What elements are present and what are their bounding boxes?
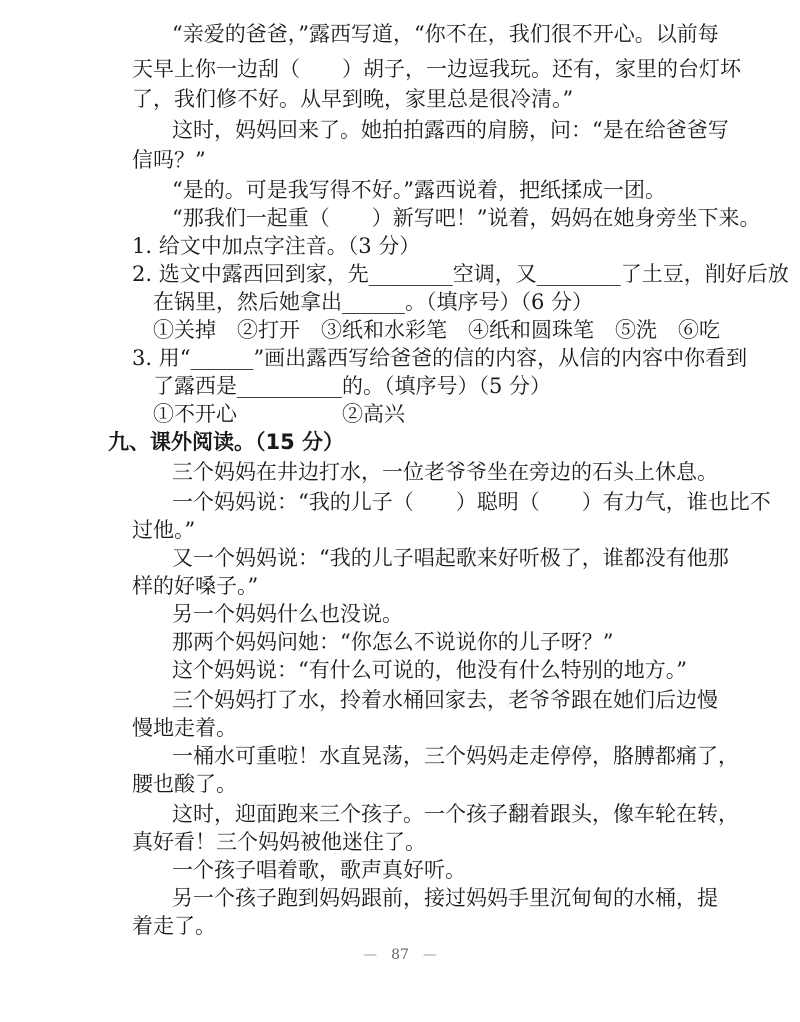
text-line (132, 828, 426, 856)
text-line (153, 372, 551, 400)
text-line-content: 另一个孩子跑到妈妈跟前，接过妈妈手里沉甸甸的水桶，提 (172, 886, 718, 910)
text-line-content: 信吗？” (132, 148, 206, 172)
text-line (132, 55, 741, 83)
text-line (153, 288, 593, 316)
text-line-content: 那两个妈妈问她：“你怎么不说说你的儿子呀？” (172, 630, 614, 654)
text-line (172, 686, 718, 714)
text-line (172, 458, 718, 486)
question-2 (132, 260, 789, 288)
text-line (172, 856, 466, 884)
text-line-content: 在锅里，然后她拿出______。（填序号）（6 分） (153, 290, 594, 314)
text-line-content: 三个妈妈在井边打水，一位老爷爷坐在旁边的石头上休息。 (172, 460, 718, 484)
text-line (132, 516, 195, 544)
text-line (172, 742, 739, 770)
text-line (132, 912, 216, 940)
text-line (172, 884, 718, 912)
question-2-options (153, 316, 720, 344)
text-line (132, 770, 237, 798)
text-line (172, 20, 719, 48)
text-line-content: 又一个妈妈说：“我的儿子唱起歌来好听极了，谁都没有他那 (172, 546, 729, 570)
text-line-content: 这时，妈妈回来了。她拍拍露西的肩膀，问：“是在给爸爸写 (172, 118, 729, 142)
dash-decoration: — (363, 947, 392, 963)
text-line-content: 过他。” (132, 518, 196, 542)
question-3-options (153, 400, 405, 428)
section-title-text: 九、课外阅读。（15 分） (108, 430, 345, 454)
text-line (172, 116, 729, 144)
text-line-content: 这个妈妈说：“有什么可说的，他没有什么特别的地方。” (172, 658, 687, 682)
text-line (172, 656, 687, 684)
text-line-content: “是的。可是我写得不好。”露西说着，把纸揉成一团。 (172, 178, 666, 202)
question-1-text: 1. 给文中加点字注音。（3 分） (132, 234, 421, 258)
text-line (172, 204, 760, 232)
text-line (172, 544, 729, 572)
text-line (172, 800, 739, 828)
page-number-text: 87 (391, 947, 409, 963)
text-line-content: 着走了。 (132, 914, 216, 938)
question-1 (132, 232, 420, 260)
text-line-content: 真好看！三个妈妈被他迷住了。 (132, 830, 426, 854)
text-line (132, 714, 237, 742)
text-line-content: 了，我们修不好。从早到晚，家里总是很冷清。” (132, 87, 574, 111)
text-line-content: 腰也酸了。 (132, 772, 237, 796)
text-line (132, 146, 206, 174)
text-line-content: 一个妈妈说：“我的儿子（ ）聪明（ ）有力气，谁也比不 (172, 490, 771, 514)
text-line (172, 176, 666, 204)
text-line-content: 一个孩子唱着歌，歌声真好听。 (172, 858, 466, 882)
text-line-content: 另一个妈妈什么也没说。 (172, 602, 403, 626)
text-line (172, 600, 403, 628)
text-line-content: 天早上你一边刮（ ）胡子，一边逗我玩。还有，家里的台灯坏 (132, 57, 741, 81)
question-3 (132, 344, 747, 372)
text-line (132, 572, 258, 600)
text-line-content: 一桶水可重啦！水直晃荡，三个妈妈走走停停，胳膊都痛了， (172, 744, 739, 768)
text-line-content: “亲爱的爸爸，”露西写道，“你不在，我们很不开心。以前每 (172, 22, 719, 46)
text-line-content: 样的好嗓子。” (132, 574, 259, 598)
dash-decoration: — (408, 947, 437, 963)
text-line (172, 628, 613, 656)
question-3-options-text: ①不开心 ②高兴 (153, 402, 405, 426)
text-line-content: 这时，迎面跑来三个孩子。一个孩子翻着跟头，像车轮在转， (172, 802, 739, 826)
text-line-content: 了露西是__________的。（填序号）（5 分） (153, 374, 552, 398)
question-3-text: 3. 用“______”画出露西写给爸爸的信的内容，从信的内容中你看到 (132, 346, 748, 370)
question-2-options-text: ①关掉 ②打开 ③纸和水彩笔 ④纸和圆珠笔 ⑤洗 ⑥吃 (153, 318, 720, 342)
text-line (132, 85, 573, 113)
question-2-text: 2. 选文中露西回到家，先________空调，又________了土豆，削好后放 (132, 262, 789, 286)
text-line-content: 三个妈妈打了水，拎着水桶回家去，老爷爷跟在她们后边慢 (172, 688, 718, 712)
section-title (108, 428, 344, 456)
text-line (172, 488, 771, 516)
page-number (0, 944, 800, 964)
text-line-content: “那我们一起重（ ）新写吧！”说着，妈妈在她身旁坐下来。 (172, 206, 761, 230)
text-line-content: 慢地走着。 (132, 716, 237, 740)
